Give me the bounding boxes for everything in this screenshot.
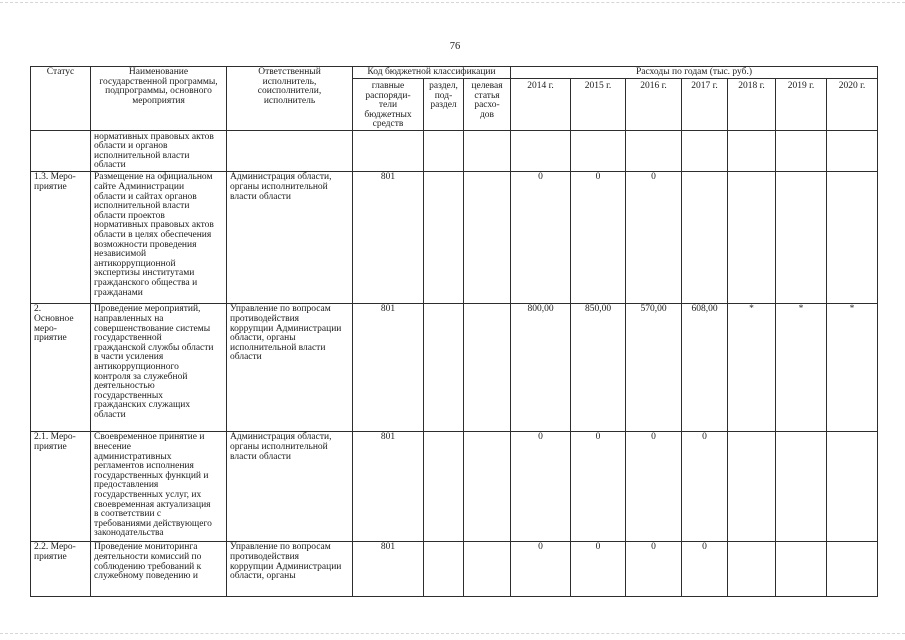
cell-year-2016: 570,00 [626,303,682,431]
cell-year-2018 [728,171,776,303]
header-budget-code: Код бюджетной классификации [353,67,511,79]
cell-year-2020 [827,541,878,596]
cell-name: Своевременное принятие и внесение административных регламентов исполнения государственных функций и предоставления государственных услуг, их своевременная актуализация в соответствии с требованиями действующего законодательства [91,431,227,541]
scan-edge-top [0,2,905,3]
cell-year-2014 [511,131,571,172]
table-row [31,171,878,303]
cell-code-main: 801 [353,171,424,303]
cell-code-main [353,131,424,172]
cell-code-section [424,541,464,596]
header-status: Статус [31,67,91,131]
scan-edge-bottom [0,633,905,634]
header-row [31,67,878,79]
cell-year-2015 [571,131,626,172]
cell-code-main: 801 [353,431,424,541]
cell-year-2018 [728,431,776,541]
cell-code-main: 801 [353,303,424,431]
cell-code-section [424,431,464,541]
cell-year-2020 [827,131,878,172]
header-year-2015: 2015 г. [571,79,626,131]
cell-year-2020 [827,431,878,541]
table-row [31,131,878,172]
cell-year-2016 [626,131,682,172]
header-code-target-item: целевая статья расхо- дов [464,79,511,131]
cell-name: нормативных правовых актов области и органов исполнительной власти области [91,131,227,172]
cell-year-2014: 800,00 [511,303,571,431]
cell-responsible: Управление по вопросам противодействия коррупции Администрации области, органы исполнительной власти области [227,303,353,431]
header-year-2018: 2018 г. [728,79,776,131]
header-code-main-managers: главные распоряди- тели бюджетных средств [353,79,424,131]
budget-table [30,66,878,597]
cell-code-target [464,431,511,541]
cell-year-2016: 0 [626,171,682,303]
cell-year-2015: 850,00 [571,303,626,431]
cell-name: Размещение на официальном сайте Администрации области и сайтах органов исполнительной власти области проектов нормативных правовых актов области в целях обеспечения возможности проведения независимой антикоррупционной экспертизы институтами гражданского общества и гражданами [91,171,227,303]
cell-year-2019 [776,431,827,541]
cell-responsible [227,131,353,172]
cell-year-2014: 0 [511,431,571,541]
cell-name: Проведение мониторинга деятельности комиссий по соблюдению требований к служебному поведению и [91,541,227,596]
cell-year-2015: 0 [571,171,626,303]
cell-code-section [424,131,464,172]
cell-year-2020 [827,171,878,303]
cell-year-2014: 0 [511,171,571,303]
header-year-2017: 2017 г. [682,79,728,131]
cell-code-section [424,303,464,431]
cell-year-2016: 0 [626,541,682,596]
table-row [31,541,878,596]
cell-year-2019 [776,171,827,303]
cell-code-main: 801 [353,541,424,596]
header-year-2014: 2014 г. [511,79,571,131]
cell-year-2017: 608,00 [682,303,728,431]
cell-status: 1.3. Меро- приятие [31,171,91,303]
cell-responsible: Администрация области, органы исполнительной власти области [227,171,353,303]
table-row [31,431,878,541]
page-number: 76 [449,41,461,52]
table-row [31,303,878,431]
cell-code-target [464,171,511,303]
cell-name: Проведение мероприятий, направленных на совершенствование системы государственной гражданской службы области в части усиления антикоррупционного контроля за служебной деятельностью государственных гражданских служащих области [91,303,227,431]
cell-year-2017 [682,131,728,172]
cell-year-2017 [682,171,728,303]
cell-code-target [464,541,511,596]
cell-status [31,131,91,172]
cell-year-2019 [776,131,827,172]
cell-year-2016: 0 [626,431,682,541]
cell-year-2019: * [776,303,827,431]
cell-year-2019 [776,541,827,596]
cell-year-2020: * [827,303,878,431]
cell-year-2018 [728,541,776,596]
header-year-2016: 2016 г. [626,79,682,131]
header-expenses: Расходы по годам (тыс. руб.) [511,67,878,79]
header-year-2020: 2020 г. [827,79,878,131]
cell-status: 2.1. Меро- приятие [31,431,91,541]
cell-code-target [464,131,511,172]
header-code-section: раздел, под- раздел [424,79,464,131]
cell-responsible: Администрация области, органы исполнительной власти области [227,431,353,541]
cell-responsible: Управление по вопросам противодействия коррупции Администрации области, органы [227,541,353,596]
header-year-2019: 2019 г. [776,79,827,131]
cell-year-2015: 0 [571,431,626,541]
cell-year-2018 [728,131,776,172]
cell-code-target [464,303,511,431]
cell-status: 2.2. Меро- приятие [31,541,91,596]
header-responsible: Ответственный исполнитель, соисполнители, исполнитель [227,67,353,131]
cell-year-2014: 0 [511,541,571,596]
cell-year-2015: 0 [571,541,626,596]
cell-code-section [424,171,464,303]
cell-year-2018: * [728,303,776,431]
cell-year-2017: 0 [682,541,728,596]
cell-status: 2. Основное меро- приятие [31,303,91,431]
cell-year-2017: 0 [682,431,728,541]
header-name: Наименование государственной программы, подпрограммы, основного мероприятия [91,67,227,131]
